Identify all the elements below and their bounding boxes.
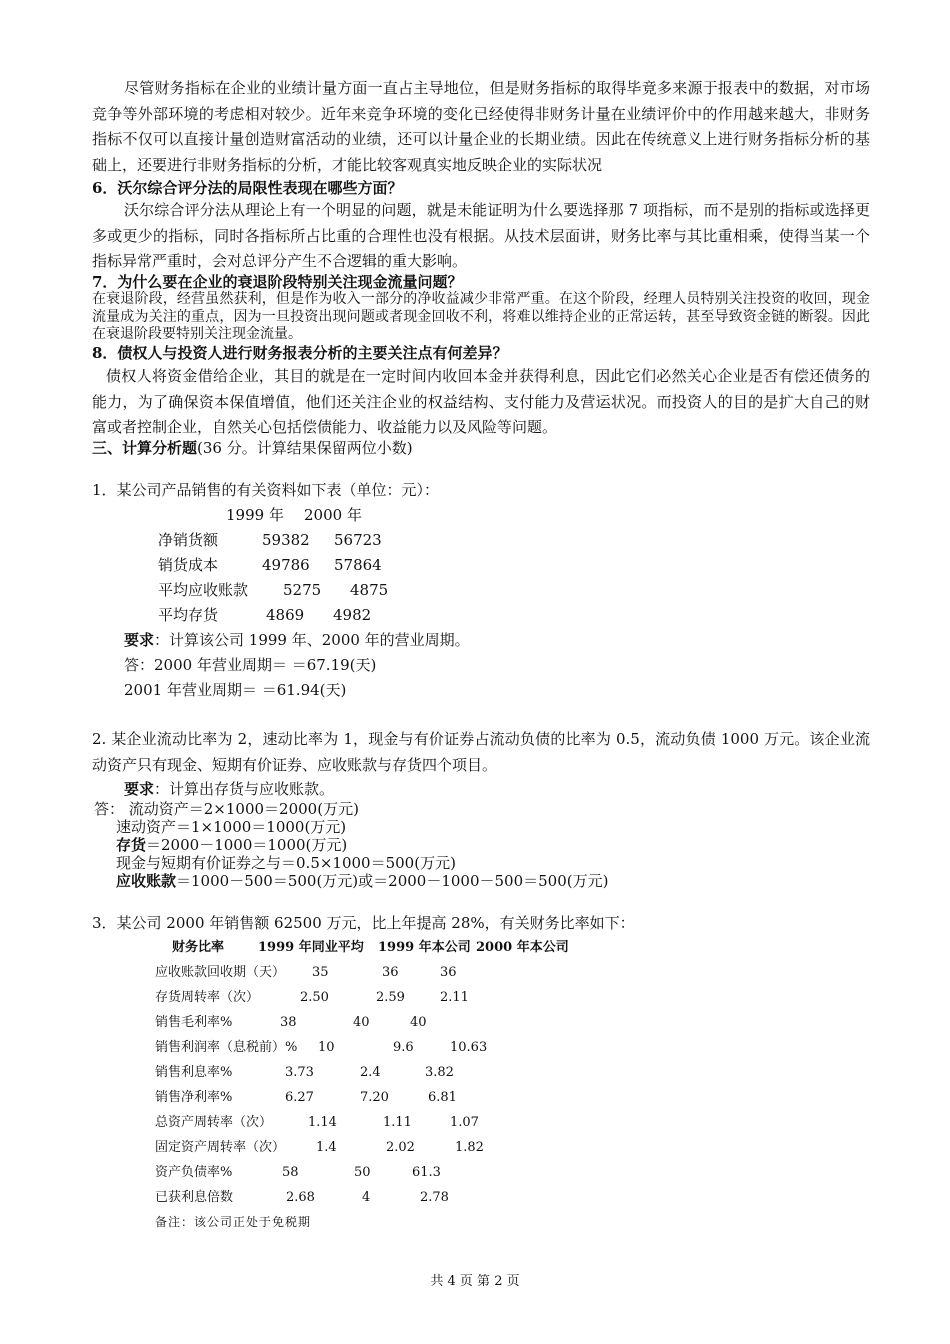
c3-table-row bbox=[150, 1085, 610, 1110]
c3-table-row bbox=[150, 1135, 610, 1160]
c3-table-row bbox=[150, 1110, 610, 1135]
q7-answer: 在衰退阶段，经营虽然获利，但是作为收入一部分的净收益减少非常严重。在这个阶段，经理人员特别关注投资的收回，现金流量成为关注的重点，因为一旦投资出现问题或者现金回收不利，将难以维持企业的正常运转，甚至导致资金链的断裂。因此在衰退阶段要特别关注现金流量。 bbox=[92, 291, 870, 342]
c3-row-industry-1999: 2.68 bbox=[286, 1190, 315, 1205]
c1-row-value-2000: 56723 bbox=[334, 531, 382, 549]
c3-table-header bbox=[150, 935, 610, 960]
c3-row-industry-1999: 10 bbox=[318, 1040, 335, 1055]
c3-row-label: 应收账款回收期（天） bbox=[155, 965, 286, 980]
c3-row-industry-1999: 6.27 bbox=[285, 1090, 314, 1105]
c2-answer-text: 答： 流动资产＝2×1000＝2000(万元) bbox=[94, 800, 359, 818]
c1-year-2000: 2000 年 bbox=[304, 506, 362, 524]
c3-table-row bbox=[150, 1035, 610, 1060]
c2-answer-text: ＝2000－1000＝1000(万元) bbox=[146, 836, 348, 854]
c3-row-company-2000: 1.07 bbox=[450, 1115, 479, 1130]
c2-req-text: ：计算出存货与应收账款。 bbox=[154, 780, 335, 798]
c1-row-value-1999: 4869 bbox=[266, 606, 305, 624]
c3-row-label: 销售利息率% bbox=[155, 1065, 233, 1080]
c3-row-industry-1999: 35 bbox=[312, 965, 329, 980]
c3-header-industry-1999: 1999 年同业平均 bbox=[258, 940, 364, 955]
c3-header-company-1999: 1999 年本公司 bbox=[378, 940, 471, 955]
c3-row-company-2000: 10.63 bbox=[450, 1040, 488, 1055]
c1-req-text: ：计算该公司 1999 年、2000 年的营业周期。 bbox=[154, 631, 470, 649]
c3-row-industry-1999: 1.4 bbox=[316, 1140, 337, 1155]
c1-requirement bbox=[124, 630, 470, 650]
c3-row-company-2000: 1.82 bbox=[455, 1140, 484, 1155]
q6-title: 6．沃尔综合评分法的局限性表现在哪些方面？ bbox=[92, 179, 403, 197]
c2-answer-bold: 应收账款 bbox=[116, 872, 177, 890]
c3-row-company-1999: 2.4 bbox=[360, 1065, 381, 1080]
c3-row-company-2000: 3.82 bbox=[425, 1065, 454, 1080]
c2-answer-line bbox=[116, 872, 608, 890]
c1-req-label: 要求 bbox=[124, 631, 155, 649]
c2-answer-line bbox=[94, 800, 359, 818]
c3-row-company-1999: 2.02 bbox=[386, 1140, 415, 1155]
c1-year-1999: 1999 年 bbox=[226, 506, 284, 524]
c3-row-label: 总资产周转率（次） bbox=[155, 1115, 273, 1130]
c3-row-label: 已获利息倍数 bbox=[155, 1190, 234, 1205]
c3-title: 3．某公司 2000 年销售额 62500 万元，比上年提高 28%，有关财务比率如下： bbox=[92, 914, 635, 932]
c3-table-row bbox=[150, 1060, 610, 1085]
page-footer: 共 4 页 第 2 页 bbox=[430, 1274, 520, 1289]
c3-row-company-2000: 2.11 bbox=[440, 990, 469, 1005]
c3-row-company-1999: 50 bbox=[354, 1165, 371, 1180]
c3-row-company-1999: 7.20 bbox=[360, 1090, 389, 1105]
c3-note: 备注：该公司正处于免税期 bbox=[155, 1215, 312, 1229]
q7-title: 7．为什么要在企业的衰退阶段特别关注现金流量问题？ bbox=[92, 273, 463, 291]
c3-row-company-1999: 36 bbox=[382, 965, 399, 980]
q8-answer: 债权人将资金借给企业，其目的就是在一定时间内收回本金并获得利息，因此它们必然关心企业是否有偿还债务的能力，为了确保资本保值增值，他们还关注企业的权益结构、支付能力及营运状况。而投资人的目的是扩大自己的财富或者控制企业，自然关心包括偿债能力、收益能力以及风险等问题。 bbox=[92, 367, 870, 436]
c1-row-label: 平均存货 bbox=[158, 606, 219, 624]
section-3-rest: (36 分。计算结果保留两位小数) bbox=[197, 439, 413, 457]
c3-row-company-1999: 1.11 bbox=[383, 1115, 412, 1130]
c3-row-company-2000: 6.81 bbox=[428, 1090, 457, 1105]
intro-paragraph: 尽管财务指标在企业的业绩计量方面一直占主导地位，但是财务指标的取得毕竟多来源于报表中的数据，对市场竞争等外部环境的考虑相对较少。近年来竞争环境的变化已经使得非财务计量在业绩评价中的作用越来越大，非财务指标不仅可以直接计量创造财富活动的业绩，还可以计量企业的长期业绩。因此在传统意义上进行财务指标分析的基础上，还要进行非财务指标的分析，才能比较客观真实地反映企业的实际状况 bbox=[92, 79, 870, 174]
c1-row-label: 销货成本 bbox=[158, 556, 219, 574]
c3-row-company-1999: 2.59 bbox=[376, 990, 405, 1005]
c1-row-value-2000: 4875 bbox=[350, 581, 389, 599]
c1-row-value-1999: 5275 bbox=[283, 581, 322, 599]
c1-answer-2: 2001 年营业周期＝ ＝61.94(天) bbox=[124, 681, 347, 699]
c3-row-label: 存货周转率（次） bbox=[155, 990, 260, 1005]
c1-answer-1: 答：2000 年营业周期＝ ＝67.19(天) bbox=[124, 656, 377, 674]
c2-answer-line bbox=[116, 818, 346, 836]
c1-title: 1．某公司产品销售的有关资料如下表（单位：元）： bbox=[92, 481, 440, 499]
c3-row-label: 销售利润率（息税前）% bbox=[155, 1040, 298, 1055]
c3-row-industry-1999: 3.73 bbox=[285, 1065, 314, 1080]
c2-title: 2. 某企业流动比率为 2，速动比率为 1，现金与有价证券占流动负债的比率为 0.5，流动负债 1000 万元。该企业流动资产只有现金、短期有价证券、应收账款与存货四个项目。 bbox=[92, 730, 870, 774]
c1-row-label: 平均应收账款 bbox=[158, 581, 249, 599]
c1-row-label: 净销货额 bbox=[158, 531, 219, 549]
c3-row-industry-1999: 2.50 bbox=[300, 990, 329, 1005]
c3-row-company-2000: 2.78 bbox=[420, 1190, 449, 1205]
c3-header-ratio: 财务比率 bbox=[172, 940, 225, 955]
c1-row-value-2000: 4982 bbox=[333, 606, 372, 624]
c2-answer-text: 速动资产＝1×1000＝1000(万元) bbox=[116, 818, 347, 836]
c3-row-industry-1999: 1.14 bbox=[308, 1115, 337, 1130]
c3-ratio-table bbox=[150, 935, 610, 1210]
c2-answer-line bbox=[116, 854, 456, 872]
c1-row-value-1999: 49786 bbox=[262, 556, 310, 574]
section-3-label: 三、计算分析题 bbox=[92, 439, 198, 457]
c1-row-value-1999: 59382 bbox=[262, 531, 310, 549]
c3-row-label: 固定资产周转率（次） bbox=[155, 1140, 286, 1155]
c3-table-row bbox=[150, 1185, 610, 1210]
c3-table-row bbox=[150, 1160, 610, 1185]
c2-answer-text: ＝1000－500＝500(万元)或＝2000－1000－500＝500(万元) bbox=[176, 872, 609, 890]
section-3-heading bbox=[92, 438, 413, 458]
c1-row-value-2000: 57864 bbox=[334, 556, 382, 574]
q8-title: 8．债权人与投资人进行财务报表分析的主要关注点有何差异？ bbox=[92, 344, 508, 362]
c3-row-industry-1999: 38 bbox=[280, 1015, 297, 1030]
c3-row-industry-1999: 58 bbox=[282, 1165, 299, 1180]
c2-answer-text: 现金与短期有价证券之与＝0.5×1000＝500(万元) bbox=[116, 854, 456, 872]
c3-row-company-1999: 40 bbox=[353, 1015, 370, 1030]
c2-answer-bold: 存货 bbox=[116, 836, 147, 854]
c3-row-company-2000: 40 bbox=[410, 1015, 427, 1030]
c3-table-row bbox=[150, 960, 610, 985]
c2-answer-line bbox=[116, 836, 347, 854]
c3-row-label: 销售毛利率% bbox=[155, 1015, 233, 1030]
c3-header-company-2000: 2000 年本公司 bbox=[476, 940, 569, 955]
c2-req-label: 要求 bbox=[124, 780, 155, 798]
c2-requirement bbox=[124, 779, 334, 799]
c3-row-company-2000: 36 bbox=[440, 965, 457, 980]
c3-table-row bbox=[150, 1010, 610, 1035]
c3-row-label: 销售净利率% bbox=[155, 1090, 233, 1105]
c3-row-company-2000: 61.3 bbox=[412, 1165, 441, 1180]
c3-table-row bbox=[150, 985, 610, 1010]
q6-answer: 沃尔综合评分法从理论上有一个明显的问题，就是未能证明为什么要选择那 7 项指标，而不是别的指标或选择更多或更少的指标，同时各指标所占比重的合理性也没有根据。从技术层面讲，财务比率与其比重相乘，使得当某一个指标异常严重时，会对总评分产生不合逻辑的重大影响。 bbox=[92, 201, 870, 270]
c3-row-company-1999: 4 bbox=[362, 1190, 371, 1205]
c3-row-label: 资产负债率% bbox=[155, 1165, 233, 1180]
c3-row-company-1999: 9.6 bbox=[393, 1040, 414, 1055]
